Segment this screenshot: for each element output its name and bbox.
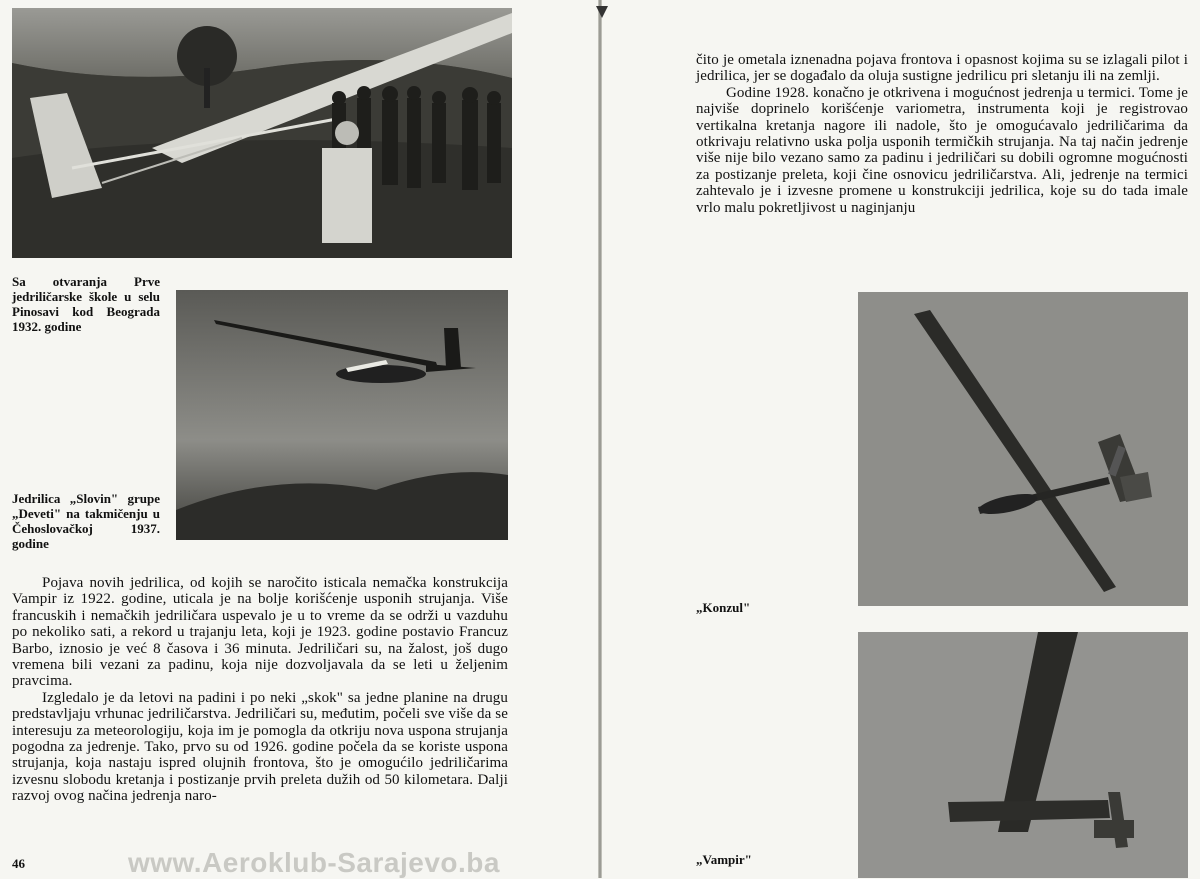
left-page: [0, 0, 600, 878]
caption-vampir: „Vampir": [696, 852, 752, 867]
photo-glider-konzul: [858, 292, 1188, 606]
watermark: www.Aeroklub-Sarajevo.ba: [128, 847, 500, 878]
right-paragraph-2: Godine 1928. konačno je otkrivena i mogućnost jedrenja u termici. Tome je najviše doprinelo korišćenje variometra, instrumenta koji je registrovao vertikalna kretanja nagore ili nadole, što je omogućavalo jedriličarima da otkrivaju relativno uska polja usponih termičkih strujanja. Na taj način jedrenje više nije bilo vezano samo za padinu i jedriličari su dobili ogromne mogućnosti za postizanje preleta, koji čine osnovicu jedriličarstva. Ali, jedrenje na termici zahtevalo je i izvesne promene u konstrukciji jedrilica, koje su do tada imale vrlo malu pokretljivost u naginjanju: [696, 84, 1188, 216]
photo-glider-vampir: [858, 632, 1188, 878]
left-paragraph-1: Pojava novih jedrilica, od kojih se naročito isticala nemačka konstrukcija Vampir iz 1922. godine, uticala je na bolje korišćenje usponih strujanja. Više francuskih i nemačkih jedriličara uspevalo je u to vreme da se održi u vazduhu po nekoliko sati, a rekord u trajanju leta, koji je 1923. godine postavio Francuz Barbo, iznosio je već 8 časova i 36 minuta. Jedriličari su, na žalost, još dugo vremena bili vezani za padinu, koja nije dozvoljavala da se leti u željenim pravcima.: [12, 575, 508, 690]
right-page: [600, 0, 1200, 878]
caption-slovin: Jedrilica „Slovin" grupe „Deveti" na takmičenju u Čehoslovačkoj 1937. godine: [12, 491, 160, 551]
left-paragraph-2: Izgledalo je da letovi na padini i po neki „skok" sa jedne planine na drugu predstavljaju vrhunac jedriličarstva. Jedriličari su, međutim, počeli sve više da se interesuju za meteorologiju, koja im je pomogla da otkriju nova uspona strujanja pogodna za jedrenje. Tako, prvo su od 1926. godine počela da se koriste uspona strujanja, koja nastaju ispred olujnih frontova, što je omogućilo jedriličarima izvesnu slobodu kretanja i postizanje prvih preleta dužih od 50 kilometara. Dalji razvoj ovog načina jedrenja naro-: [12, 689, 508, 805]
right-paragraph-1: čito je ometala iznenadna pojava frontova i opasnost kojima su se izlagali pilot i jedrilica, jer se događalo da oluja sustigne jedrilicu pri sletanju ili na zemlji.: [696, 52, 1188, 85]
photo-glider-school-opening: [12, 8, 512, 258]
photo-glider-slovin: [176, 290, 508, 540]
page-number: 46: [12, 856, 25, 871]
caption-konzul: „Konzul": [696, 600, 751, 615]
left-body-text: [12, 575, 508, 805]
right-body-text: [696, 52, 1188, 216]
caption-school-opening: Sa otvaranja Prve jedriličarske škole u selu Pinosavi kod Beograda 1932. godine: [12, 274, 160, 334]
